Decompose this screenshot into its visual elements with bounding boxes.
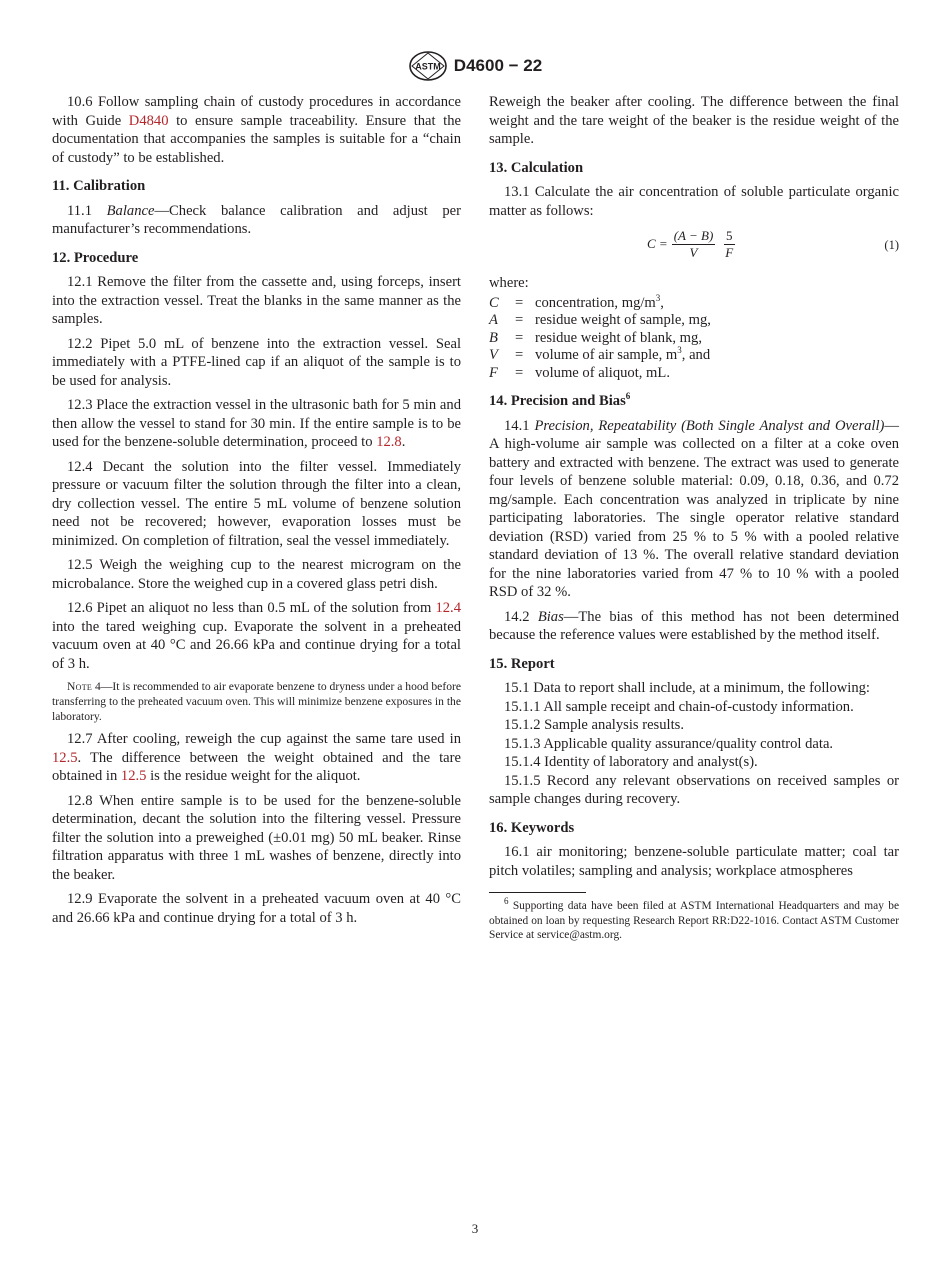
paragraph-11-1: 11.1 Balance—Check balance calibration and adjust per manufacturer’s recommendations.	[52, 202, 461, 237]
where-row: V = volume of air sample, $m^3$, and	[489, 345, 711, 363]
astm-logo-icon	[408, 50, 448, 82]
page-number: 3	[471, 1221, 479, 1236]
list-item: 15.1.4 Identity of laboratory and analyst(s).	[504, 754, 758, 770]
where-row: B = residue weight of blank, mg,	[489, 329, 702, 346]
document-id: D4600 − 22	[453, 55, 543, 75]
page-header	[0, 50, 950, 82]
footnote-ref-6[interactable]: 6	[625, 391, 631, 402]
section-16-title: 16. Keywords	[489, 819, 575, 836]
list-item: 15.1.3 Applicable quality assurance/quality control data.	[504, 735, 834, 752]
where-list	[489, 292, 899, 383]
list-item: 15.1.5 Record any relevant observations on received samples or sample changes during recovery.	[489, 772, 899, 807]
paragraph-15-1: 15.1 Data to report shall include, at a minimum, the following:	[504, 680, 870, 696]
link-12-5-a[interactable]: 12.5	[52, 749, 78, 766]
paragraph-12-2: 12.2 Pipet 5.0 mL of benzene into the extraction vessel. Seal immediately with a PTFE-lined cap if an aliquot of the sample is to be used for analysis.	[52, 335, 461, 389]
paragraph-16-1: 16.1 air monitoring; benzene-soluble particulate matter; coal tar pitch volatiles; sampling and analysis; workplace atmospheres	[489, 844, 899, 879]
footnote-6: $^6$ Supporting data have been filed at ASTM International Headquarters and may be obtained on loan by requesting Research Report RR:D22-1016. Contact ASTM Customer Service at service@astm.org.	[489, 896, 899, 941]
equation-1	[489, 226, 899, 266]
right-column	[489, 93, 899, 943]
link-12-4[interactable]: 12.4	[435, 600, 461, 616]
link-12-8[interactable]: 12.8	[376, 434, 402, 450]
paragraph-14-2: 14.2 Bias—The bias of this method has not been determined because the reference values were established by the method itself.	[489, 608, 899, 643]
paragraph-12-3: 12.3 Place the extraction vessel in the ultrasonic bath for 5 min and then allow the vessel to stand for 30 min. If the entire sample is to be used for the benzene-soluble determination, proceed to 12.8.	[52, 397, 461, 450]
paragraph-14-1: 14.1 Precision, Repeatability (Both Single Analyst and Overall)—A high-volume air sample was collected on a filter at a coke oven battery and extracted with benzene. The extract was used to generate four levels of benzene soluble material: 0.09, 0.18, 0.36, and 0.72 mg/sample. Each concentration was analyzed in triplicate by nine participating laboratories. The single operator relative standard deviation (RSD) varied from 25 % to 5 % with a pooled relative standard deviation of 13 %. The overall relative standard deviation for the nine laboratories varied from 47 % to 10 % with a pooled RSD of 32 %.	[489, 417, 899, 600]
where-label: where:	[489, 275, 529, 291]
paragraph-12-5: 12.5 Weigh the weighing cup to the nearest microgram on the microbalance. Store the weighed cup in a covered glass petri dish.	[52, 557, 461, 592]
report-items-list	[489, 698, 899, 809]
section-14-title: 14. Precision and Bias$^6$	[489, 391, 631, 409]
paragraph-12-1: 12.1 Remove the filter from the cassette and, using forceps, insert into the extraction vessel. Treat the blanks in the same manner as the samples.	[52, 274, 461, 327]
link-12-5-b[interactable]: 12.5	[120, 768, 147, 784]
section-13-title: 13. Calculation	[489, 159, 584, 176]
note-4: Note 4—It is recommended to air evaporate benzene to dryness under a hood before transferring to the preheated vacuum oven. This will minimize benzene exposures in the laboratory.	[52, 680, 461, 723]
paragraph-12-9: 12.9 Evaporate the solvent in a preheated vacuum oven at 40 °C and 26.66 kPa and continue drying for a total of 3 h.	[52, 891, 461, 926]
paragraph-12-6: 12.6 Pipet an aliquot no less than 0.5 mL of the solution from 12.4 into the tared weighing cup. Evaporate the solvent in a preheated vacuum oven at 40 °C and 26.66 kPa and continue drying for a total of 3 h.	[52, 600, 461, 672]
paragraph-12-9-continued: Reweigh the beaker after cooling. The difference between the final weight and the tare weight of the beaker is the residue weight of the sample.	[489, 94, 899, 147]
list-item: 15.1.2 Sample analysis results.	[504, 717, 684, 733]
where-row: A = residue weight of sample, mg,	[489, 312, 711, 328]
paragraph-12-7: 12.7 After cooling, reweigh the cup against the same tare used in 12.5. The difference between the weight obtained and the tare obtained in 12.5 is the residue weight for the aliquot.	[52, 731, 461, 784]
where-row: F = volume of aliquot, mL.	[489, 364, 670, 381]
equation-lhs: C =	[647, 236, 668, 252]
equation-number: (1)	[884, 238, 899, 252]
paragraph-12-4: 12.4 Decant the solution into the filter vessel. Immediately pressure or vacuum filter the solution through the filter into a clean, dry collection vessel. The entire 5 mL volume of benzene solution need not be recovered; however, evaporation losses must be minimized. On completion of filtration, seal the vessel immediately.	[52, 458, 461, 549]
paragraph-10-6: 10.6 Follow sampling chain of custody procedures in accordance with Guide D4840 to ensure sample traceability. Ensure that the documentation that accompanies the samples is suitable for a “chain of custody” to be established.	[52, 94, 461, 166]
section-15-title: 15. Report	[489, 655, 555, 672]
paragraph-13-1: 13.1 Calculate the air concentration of soluble particulate organic matter as follows:	[489, 184, 899, 219]
footnote-divider	[489, 892, 586, 893]
left-column	[52, 93, 461, 933]
list-item: 15.1.1 All sample receipt and chain-of-custody information.	[504, 698, 854, 715]
section-12-title: 12. Procedure	[52, 249, 139, 266]
paragraph-12-8: 12.8 When entire sample is to be used for the benzene-soluble determination, decant the solution into the filtering vessel. Pressure filter the solution into a preweighed (±0.01 mg) 50 mL beaker. Rinse filtration apparatus with three 1 mL washes of benzene, directly into the beaker.	[52, 792, 461, 883]
where-row: C = concentration, $mg/m^3$,	[489, 292, 664, 311]
fraction-a-b-over-v: $\frac{(A - B)}{V}$	[673, 228, 714, 260]
link-d4840[interactable]: D4840	[128, 112, 169, 129]
fraction-5-over-f: $\frac{5}{F}$	[725, 228, 734, 260]
svg-text:ASTM: ASTM	[415, 61, 441, 72]
section-11-title: 11. Calibration	[52, 178, 146, 194]
